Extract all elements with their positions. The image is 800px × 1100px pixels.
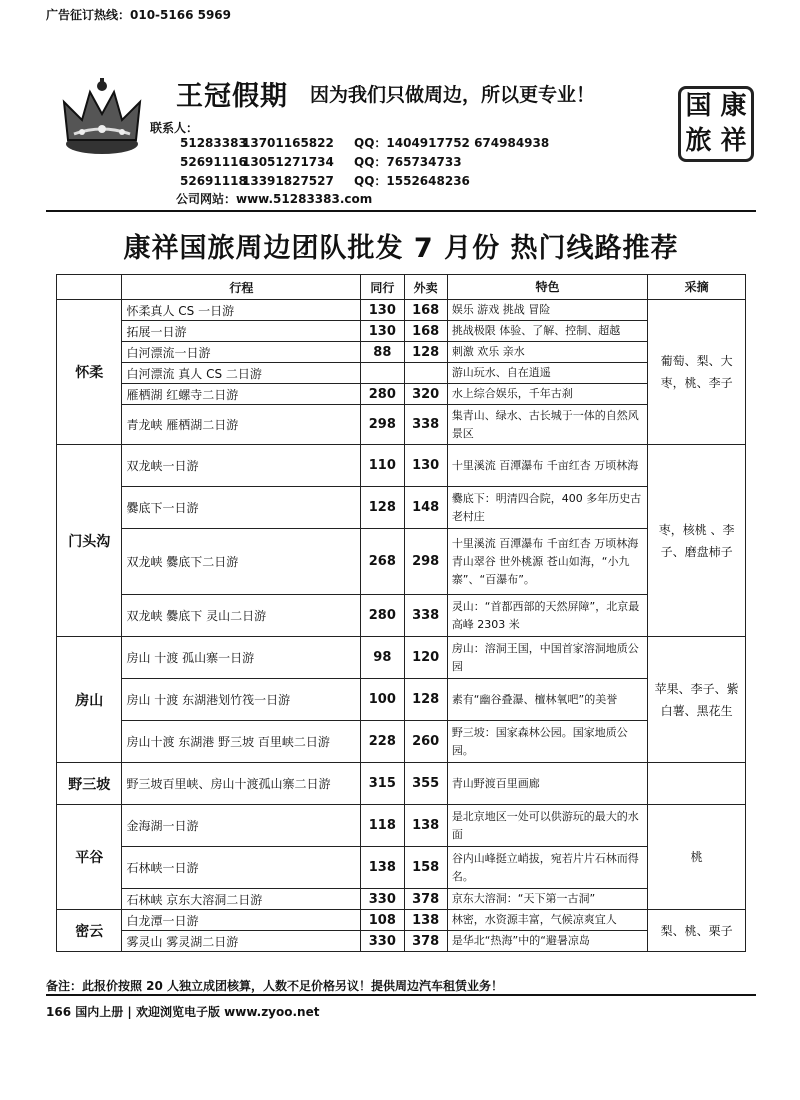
route-name: 石林峡 京东大溶洞二日游: [122, 889, 361, 910]
qq: QQ：765734733: [354, 155, 462, 169]
region-name: 平谷: [57, 805, 122, 910]
retail-price: 378: [404, 931, 447, 952]
route-feature: 挑战极限 体验、了解、控制、超越: [447, 321, 647, 342]
table-row: [57, 595, 746, 637]
route-feature: 十里溪流 百潭瀑布 千亩红杏 万顷林海: [447, 445, 647, 487]
contact-list: [180, 134, 549, 191]
table-row: [57, 679, 746, 721]
phone: 52691116: [180, 155, 247, 169]
route-feature: 十里溪流 百潭瀑布 千亩红杏 万顷林海 青山翠谷 世外桃源 苍山如海，“小九寨”、“百瀑布”。: [447, 529, 647, 595]
routes-table: [56, 274, 746, 952]
peer-price: 280: [361, 384, 404, 405]
retail-price: 338: [404, 595, 447, 637]
route-feature: 野三坡：国家森林公园。国家地质公园。: [447, 721, 647, 763]
region-name: 门头沟: [57, 445, 122, 637]
route-name: 房山十渡 东湖港 野三坡 百里峡二日游: [122, 721, 361, 763]
peer-price: 315: [361, 763, 404, 805]
route-feature: 娱乐 游戏 挑战 冒险: [447, 300, 647, 321]
retail-price: 158: [404, 847, 447, 889]
header-feature: 特色: [447, 275, 647, 300]
contact-label: 联系人：: [150, 121, 199, 135]
picking-fruits: 葡萄、梨、大枣，桃、李子: [648, 300, 746, 445]
table-row: [57, 763, 746, 805]
region-name: 怀柔: [57, 300, 122, 445]
page-footer: 166 国内上册 | 欢迎浏览电子版 www.zyoo.net: [46, 1005, 320, 1019]
header: [46, 72, 756, 212]
qq: QQ：1404917752 674984938: [354, 136, 550, 150]
table-row: [57, 847, 746, 889]
route-name: 怀柔真人 CS 一日游: [122, 300, 361, 321]
route-name: 白龙潭一日游: [122, 910, 361, 931]
route-name: 石林峡一日游: [122, 847, 361, 889]
route-name: 爨底下一日游: [122, 487, 361, 529]
route-feature: 房山：溶洞王国，中国首家溶洞地质公园: [447, 637, 647, 679]
route-name: 野三坡百里峡、房山十渡孤山寨二日游: [122, 763, 361, 805]
route-feature: 灵山：“首都西部的天然屏障”，北京最高峰 2303 米: [447, 595, 647, 637]
table-row: [57, 405, 746, 445]
peer-price: 330: [361, 889, 404, 910]
qq: QQ：1552648236: [354, 174, 470, 188]
picking-fruits: 桃: [648, 805, 746, 910]
header-retail-price: 外卖: [404, 275, 447, 300]
routes-body: [57, 300, 746, 952]
table-row: [57, 931, 746, 952]
route-name: 雾灵山 雾灵湖二日游: [122, 931, 361, 952]
route-name: 金海湖一日游: [122, 805, 361, 847]
route-feature: 水上综合娱乐，千年古刹: [447, 384, 647, 405]
route-name: 白河漂流 真人 CS 二日游: [122, 363, 361, 384]
peer-price: 130: [361, 300, 404, 321]
route-feature: 游山玩水、自在逍遥: [447, 363, 647, 384]
retail-price: 148: [404, 487, 447, 529]
phone: 52691118: [180, 174, 247, 188]
website-link[interactable]: 公司网站：www.51283383.com: [176, 192, 373, 206]
route-feature: 集青山、绿水、古长城于一体的自然风景区: [447, 405, 647, 445]
peer-price: 298: [361, 405, 404, 445]
retail-price: 320: [404, 384, 447, 405]
retail-price: 120: [404, 637, 447, 679]
brand-slogan: 因为我们只做周边，所以更专业！: [310, 84, 596, 106]
route-name: 房山 十渡 东湖港划竹筏一日游: [122, 679, 361, 721]
route-name: 双龙峡 爨底下二日游: [122, 529, 361, 595]
header-peer-price: 同行: [361, 275, 404, 300]
peer-price: 88: [361, 342, 404, 363]
picking-fruits: 枣，核桃 、李子、磨盘柿子: [648, 445, 746, 637]
route-name: 拓展一日游: [122, 321, 361, 342]
table-row: [57, 363, 746, 384]
peer-price: [361, 363, 404, 384]
route-feature: 青山野渡百里画廊: [447, 763, 647, 805]
peer-price: 108: [361, 910, 404, 931]
peer-price: 228: [361, 721, 404, 763]
retail-price: 130: [404, 445, 447, 487]
mobile: 13701165822: [242, 136, 334, 150]
route-feature: 素有“幽谷叠瀑、檀林氧吧”的美誉: [447, 679, 647, 721]
crown-icon: [60, 74, 144, 158]
route-feature: 爨底下：明清四合院，400 多年历史古老村庄: [447, 487, 647, 529]
retail-price: 128: [404, 342, 447, 363]
retail-price: [404, 363, 447, 384]
table-row: [57, 300, 746, 321]
retail-price: 168: [404, 300, 447, 321]
contact-row: [180, 134, 549, 153]
header-route: 行程: [122, 275, 361, 300]
peer-price: 268: [361, 529, 404, 595]
route-name: 双龙峡一日游: [122, 445, 361, 487]
picking-fruits: [648, 763, 746, 805]
retail-price: 378: [404, 889, 447, 910]
table-row: [57, 721, 746, 763]
mobile: 13051271734: [242, 155, 334, 169]
table-row: [57, 445, 746, 487]
retail-price: 338: [404, 405, 447, 445]
table-row: [57, 805, 746, 847]
retail-price: 128: [404, 679, 447, 721]
header-picking: 采摘: [648, 275, 746, 300]
route-name: 雁栖湖 红螺寺二日游: [122, 384, 361, 405]
route-feature: 谷内山峰挺立峭拔，宛若片片石林而得名。: [447, 847, 647, 889]
region-name: 密云: [57, 910, 122, 952]
peer-price: 128: [361, 487, 404, 529]
peer-price: 100: [361, 679, 404, 721]
route-name: 白河漂流一日游: [122, 342, 361, 363]
phone: 51283383: [180, 136, 247, 150]
route-name: 青龙峡 雁栖湖二日游: [122, 405, 361, 445]
table-row: [57, 910, 746, 931]
contact-row: [180, 172, 549, 191]
route-name: 房山 十渡 孤山寨一日游: [122, 637, 361, 679]
peer-price: 330: [361, 931, 404, 952]
table-row: [57, 487, 746, 529]
peer-price: 280: [361, 595, 404, 637]
table-row: [57, 342, 746, 363]
region-name: 野三坡: [57, 763, 122, 805]
table-row: [57, 321, 746, 342]
table-row: [57, 384, 746, 405]
retail-price: 168: [404, 321, 447, 342]
footnote: 备注：此报价按照 20 人独立成团核算，人数不足价格另议！提供周边汽车租赁业务！: [46, 979, 504, 993]
region-name: 房山: [57, 637, 122, 763]
page-title: 康祥国旅周边团队批发 7 月份 热门线路推荐: [123, 233, 679, 264]
table-header-row: [57, 275, 746, 300]
footer-divider: [46, 994, 756, 996]
picking-fruits: 苹果、李子、紫白薯、黑花生: [648, 637, 746, 763]
picking-fruits: 梨、桃、栗子: [648, 910, 746, 952]
retail-price: 260: [404, 721, 447, 763]
mobile: 13391827527: [242, 174, 334, 188]
route-feature: 刺激 欢乐 亲水: [447, 342, 647, 363]
route-feature: 京东大溶洞：“天下第一古洞”: [447, 889, 647, 910]
retail-price: 138: [404, 805, 447, 847]
header-divider: [46, 210, 756, 212]
route-name: 双龙峡 爨底下 灵山二日游: [122, 595, 361, 637]
peer-price: 130: [361, 321, 404, 342]
ad-hotline: 广告征订热线：010-5166 5969: [46, 8, 232, 22]
peer-price: 110: [361, 445, 404, 487]
table-row: [57, 529, 746, 595]
retail-price: 355: [404, 763, 447, 805]
route-feature: 是北京地区一处可以供游玩的最大的水面: [447, 805, 647, 847]
peer-price: 98: [361, 637, 404, 679]
brand-name: 王冠假期: [176, 81, 288, 112]
retail-price: 138: [404, 910, 447, 931]
peer-price: 118: [361, 805, 404, 847]
route-feature: 是华北“热海”中的“避暑凉岛: [447, 931, 647, 952]
table-row: [57, 637, 746, 679]
peer-price: 138: [361, 847, 404, 889]
route-feature: 林密，水资源丰富，气候凉爽宜人: [447, 910, 647, 931]
retail-price: 298: [404, 529, 447, 595]
table-row: [57, 889, 746, 910]
header-region: [57, 275, 122, 300]
contact-row: [180, 153, 549, 172]
kangxiang-seal-logo: 国 康 旅 祥: [678, 86, 754, 162]
